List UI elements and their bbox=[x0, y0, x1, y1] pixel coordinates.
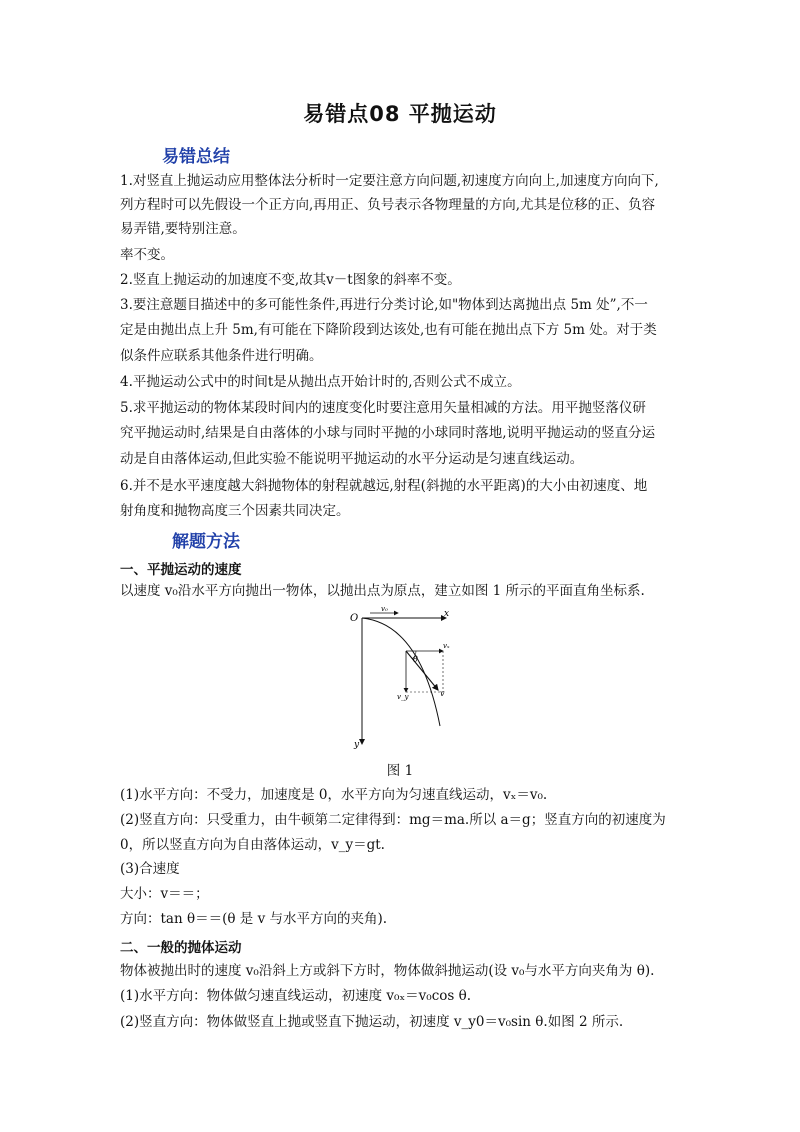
trajectory-curve bbox=[362, 618, 440, 726]
section-heading-methods: 解题方法 bbox=[172, 532, 240, 552]
label-y: y bbox=[354, 740, 360, 750]
page-title: 易错点08 平抛运动 bbox=[303, 102, 497, 126]
text-line: 5.求平抛运动的物体某段时间内的速度变化时要注意用矢量相减的方法。用平抛竖落仪研 bbox=[120, 400, 646, 416]
label-theta: θ bbox=[413, 655, 418, 664]
text-line: 列方程时可以先假设一个正方向,再用正、负号表示各物理量的方向,尤其是位移的正、负容 bbox=[120, 197, 656, 213]
text-line: 射角度和抛物高度三个因素共同决定。 bbox=[120, 503, 350, 519]
text-line: 1.对竖直上抛运动应用整体法分析时一定要注意方向问题,初速度方向向上,加速度方向向下, bbox=[120, 173, 659, 189]
text-line: (3)合速度 bbox=[120, 861, 180, 877]
text-line: (2)竖直方向：只受重力，由牛顿第二定律得到：mg＝ma.所以 a＝g；竖直方向的初速度为 bbox=[120, 812, 666, 828]
text-line: 0，所以竖直方向为自由落体运动，v_y＝gt. bbox=[120, 837, 385, 853]
text-line: 率不变。 bbox=[120, 247, 174, 263]
label-x: x bbox=[444, 609, 450, 619]
section-heading-summary: 易错总结 bbox=[162, 147, 230, 167]
text-line: 4.平抛运动公式中的时间t是从抛出点开始计时的,否则公式不成立。 bbox=[120, 374, 521, 390]
text-line: 2.竖直上抛运动的加速度不变,故其v－t图象的斜率不变。 bbox=[120, 272, 461, 288]
figure-1-diagram bbox=[340, 604, 460, 754]
subheading-general-projectile: 二、一般的抛体运动 bbox=[120, 940, 242, 956]
label-v: v bbox=[440, 689, 445, 698]
figure-1-caption: 图 1 bbox=[386, 763, 414, 779]
text-line: 究平抛运动时,结果是自由落体的小球与同时平抛的小球同时落地,说明平抛运动的竖直分运 bbox=[120, 425, 656, 441]
text-line: (2)竖直方向：物体做竖直上抛或竖直下抛运动，初速度 v_y0＝v₀sin θ.如图 2 所示. bbox=[120, 1014, 624, 1030]
v-arrow bbox=[406, 651, 438, 690]
text-line: 定是由抛出点上升 5m,有可能在下降阶段到达该处,也有可能在抛出点下方 5m 处。对于类 bbox=[120, 322, 657, 338]
text-line: (1)水平方向：物体做匀速直线运动，初速度 v₀ₓ＝v₀cos θ. bbox=[120, 988, 472, 1004]
text-line: 6.并不是水平速度越大斜抛物体的射程就越远,射程(斜抛的水平距离)的大小由初速度、地 bbox=[120, 478, 648, 494]
subheading-projectile-velocity: 一、平抛运动的速度 bbox=[120, 562, 242, 578]
text-line: 方向：tan θ＝＝(θ 是 v 与水平方向的夹角). bbox=[120, 911, 388, 927]
label-v0: v₀ bbox=[381, 605, 388, 613]
text-line: 似条件应联系其他条件进行明确。 bbox=[120, 348, 323, 364]
label-vy: v_y bbox=[397, 693, 409, 701]
text-line: (1)水平方向：不受力，加速度是 0，水平方向为匀速直线运动，vₓ＝v₀. bbox=[120, 787, 548, 803]
text-line: 大小：v＝＝； bbox=[120, 886, 209, 902]
text-line: 物体被抛出时的速度 v₀沿斜上方或斜下方时，物体做斜抛运动(设 v₀与水平方向夹角为 θ). bbox=[120, 963, 655, 979]
label-origin: O bbox=[350, 613, 359, 624]
intro-line: 以速度 v₀沿水平方向抛出一物体，以抛出点为原点，建立如图 1 所示的平面直角坐标系. bbox=[120, 583, 645, 599]
label-vx: vₓ bbox=[443, 642, 450, 650]
text-line: 易弄错,要特别注意。 bbox=[120, 221, 246, 237]
text-line: 动是自由落体运动,但此实验不能说明平抛运动的水平分运动是匀速直线运动。 bbox=[120, 451, 584, 467]
text-line: 3.要注意题目描述中的多可能性条件,再进行分类讨论,如"物体到达离抛出点 5m 处”,不一 bbox=[120, 297, 648, 313]
